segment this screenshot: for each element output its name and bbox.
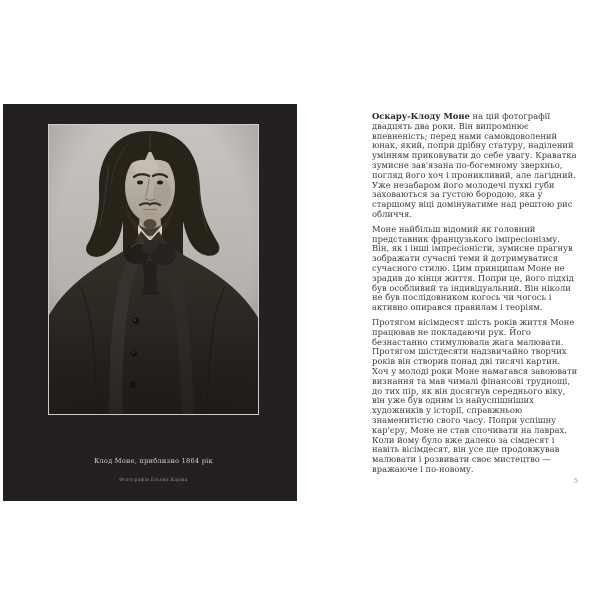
body-text bbox=[372, 112, 578, 480]
photo-credit: Фотографія Етьєна Каржа bbox=[119, 478, 188, 483]
paragraph-1-text: на цій фотографії двадцять два роки. Він випромінює впевненість; перед нами самовдоволений юнак, який, попри дрібну статуру, наділений умінням приковувати до себе увагу. Краватка зумисне зав'язана по-богемному зверхньо, погляд його хоч і проникливий, але лагідний. Уже незабаром його молодечі пухкі губи заховаються за густою бородою, яка у старшому віці домінуватиме над рештою рис обличчя. bbox=[372, 111, 577, 219]
paragraph-3: Протягом вісімдесят шість років життя Моне працював не покладаючи рук. Його безнастанно стимулювала жага малювати. Протягом шістдесяти надзвичайно творчих років він створив понад дві тисячі картин. Хоч у молоді роки Моне намагався завоювати визнання та мав чималі фінансові труднощі, до тих пір, як він досягнув середнього віку, він уже був одним із найуспішніших художників у історії, справжньою знаменитістю свого часу. Попри успішну кар'єру, Моне не став спочивати на лаврах. Коли йому було вже далеко за сімдесят і навіть вісімдесят, він усе ще продовжував малювати і розвивати своє мистецтво — вражаюче і по-новому. bbox=[372, 316, 578, 474]
monet-portrait-photo bbox=[48, 124, 259, 415]
page-number: 5 bbox=[573, 477, 578, 485]
left-page bbox=[3, 104, 297, 501]
photo-caption: Клод Моне, приблизно 1864 рік bbox=[94, 457, 213, 465]
paragraph-2: Моне найбільш відомий як головний представник французького імпресіонізму. Він, як і інші імпресіоністи, зумисне прагнув зображати сучасні теми й дотримуватися сучасного стилю. Цим принципам Моне не зрадив до кінця життя. Попри це, його підхід був особливий та індивідуальний. Він ніколи не був послідовником когось чи чогось і активно опирався правилам і теоріям. bbox=[372, 223, 574, 313]
lead-in-name: Оскару-Клоду Моне bbox=[372, 111, 470, 121]
portrait-illustration bbox=[49, 125, 258, 414]
paragraph-1 bbox=[372, 112, 578, 220]
